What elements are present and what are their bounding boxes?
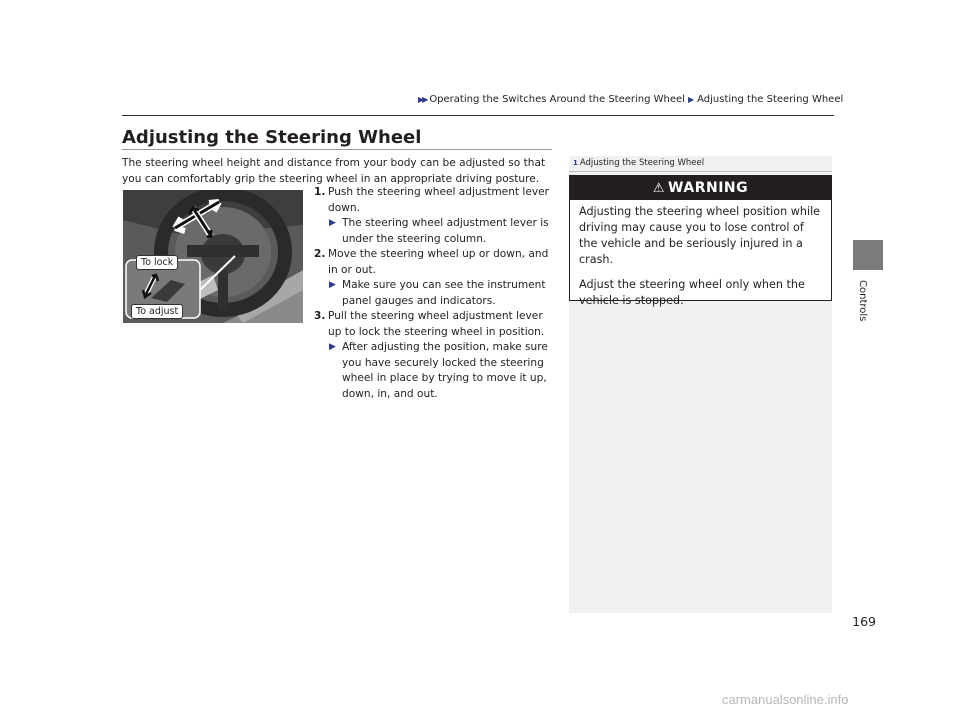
photo-label-adjust: To adjust — [131, 304, 183, 319]
watermark: carmanualsonline.info — [722, 692, 849, 707]
substep-text: Make sure you can see the instrument panel gauges and indicators. — [342, 279, 546, 307]
title-rule — [122, 149, 552, 150]
breadcrumb-arrow-icon: ▶▶ — [418, 95, 427, 104]
triangle-bullet-icon: ▶ — [329, 342, 336, 352]
page-title: Adjusting the Steering Wheel — [122, 127, 422, 148]
side-note-rule — [569, 171, 832, 172]
warning-paragraph: Adjusting the steering wheel position while driving may cause you to lose control of the vehicle and be seriously injured in a crash. — [579, 205, 821, 266]
step-text: Pull the steering wheel adjustment lever up to lock the steering wheel in position. — [328, 310, 545, 338]
step-text: Move the steering wheel up or down, and in or out. — [328, 248, 549, 276]
step-item — [314, 247, 558, 278]
side-note-heading — [573, 158, 704, 168]
step-number: 1. — [314, 186, 326, 198]
step-substep — [314, 278, 558, 309]
breadcrumb-parent[interactable]: Operating the Switches Around the Steering Wheel — [429, 94, 685, 105]
page-number: 169 — [852, 614, 876, 629]
substep-text: The steering wheel adjustment lever is under the steering column. — [342, 217, 549, 245]
warning-paragraph: Adjust the steering wheel only when the vehicle is stopped. — [579, 278, 805, 307]
step-substep — [314, 216, 558, 247]
breadcrumb-arrow-icon: ▶ — [687, 95, 695, 104]
steering-wheel-photo — [123, 190, 303, 323]
warning-body — [570, 200, 831, 309]
breadcrumb-current[interactable]: Adjusting the Steering Wheel — [697, 94, 844, 105]
section-tab-marker — [853, 240, 883, 270]
warning-box — [569, 175, 832, 307]
triangle-bullet-icon: ▶ — [329, 218, 336, 228]
instruction-steps — [314, 185, 558, 402]
breadcrumb — [418, 94, 844, 105]
warning-triangle-icon: ⚠ — [652, 181, 666, 196]
substep-text: After adjusting the position, make sure you have securely locked the steering wheel in place by trying to move it up, down, in, and out. — [342, 341, 548, 400]
header-rule — [122, 115, 834, 116]
step-number: 2. — [314, 248, 326, 260]
reference-mark: 1 — [573, 159, 578, 167]
triangle-bullet-icon: ▶ — [329, 280, 336, 290]
warning-header — [570, 176, 831, 200]
step-substep — [314, 340, 558, 402]
step-item — [314, 185, 558, 216]
warning-label: WARNING — [668, 180, 749, 196]
section-tab-label: Controls — [857, 280, 868, 322]
step-item — [314, 309, 558, 340]
step-text: Push the steering wheel adjustment lever down. — [328, 186, 550, 214]
side-note-panel — [569, 156, 832, 613]
photo-label-lock: To lock — [136, 255, 178, 270]
intro-paragraph: The steering wheel height and distance from your body can be adjusted so that you can comfortably grip the steering wheel in an appropriate driving posture. — [122, 157, 546, 185]
step-number: 3. — [314, 310, 326, 322]
side-note-title[interactable]: Adjusting the Steering Wheel — [579, 158, 705, 168]
